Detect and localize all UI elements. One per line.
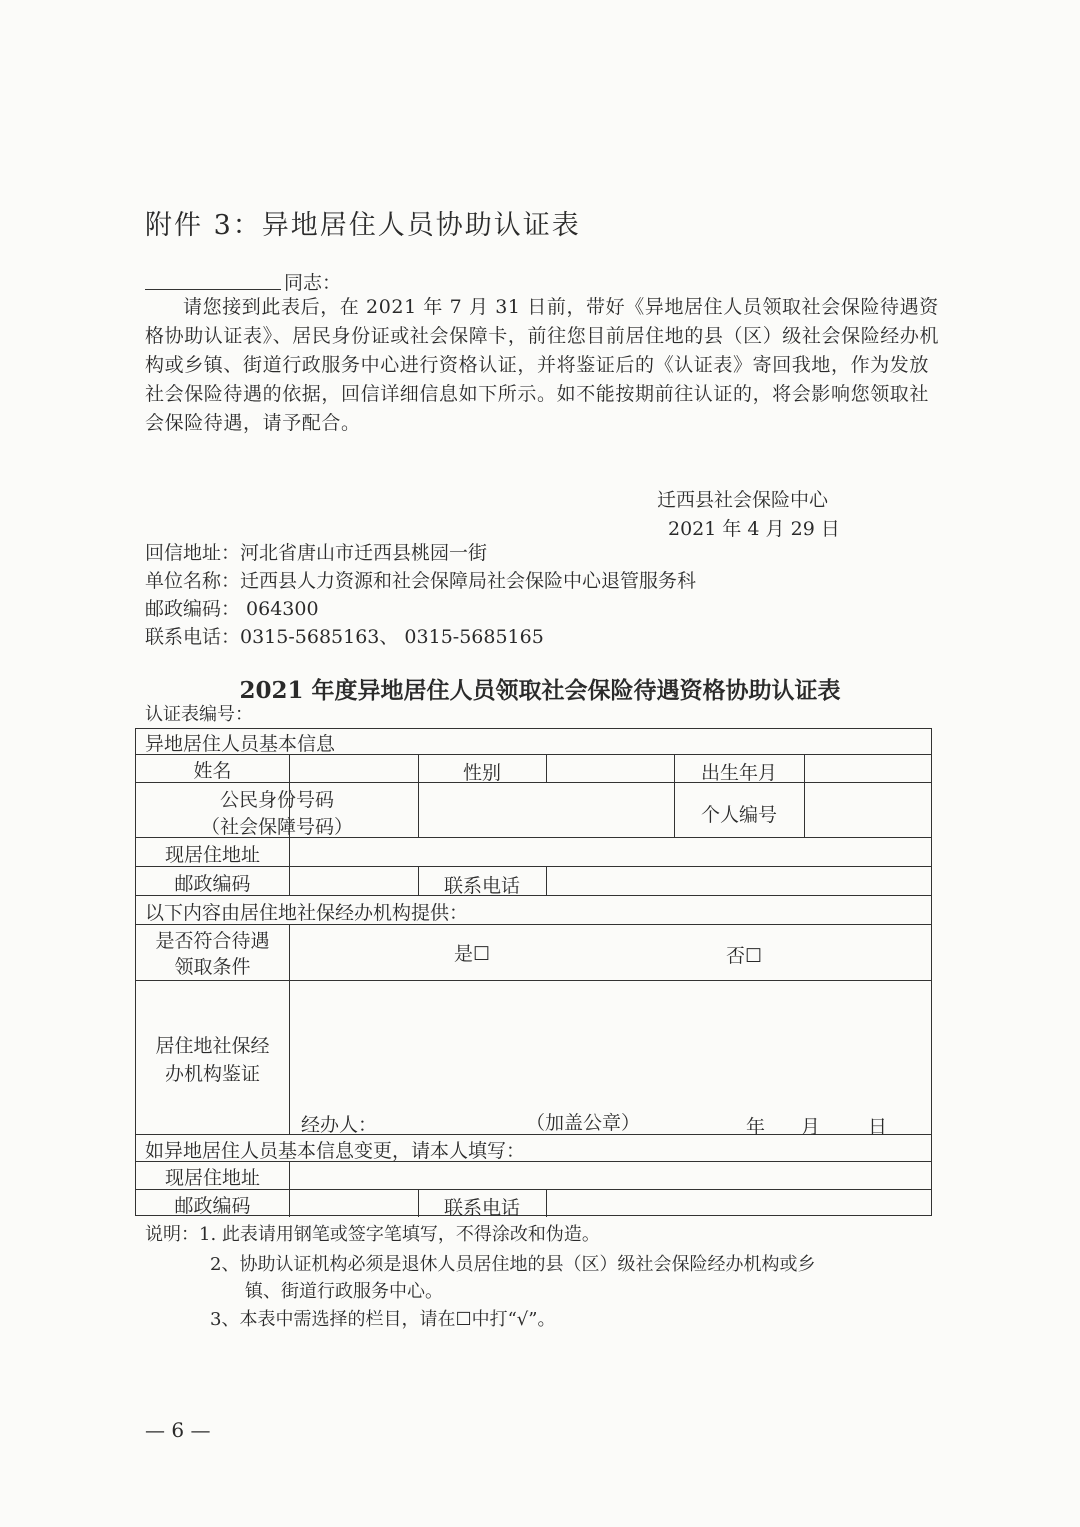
- form-title: 2021 年度异地居住人员领取社会保险待遇资格协助认证表: [239, 677, 841, 704]
- postcode-label: 邮政编码: [174, 873, 251, 895]
- page-number: — 6 —: [145, 1418, 211, 1442]
- section-change: 如异地居住人员基本信息变更，请本人填写：: [145, 1140, 526, 1162]
- col-line: [546, 866, 547, 895]
- phone-label: 联系电话: [443, 875, 520, 897]
- eligible-yes-checkbox[interactable]: 是☐: [454, 943, 491, 965]
- eligible-label-line1: 是否符合待遇: [155, 930, 270, 952]
- reply-address: 回信地址：河北省唐山市迁西县桃园一街: [145, 542, 488, 564]
- postcode2-label: 邮政编码: [174, 1195, 251, 1217]
- eligible-no-checkbox[interactable]: 否☐: [726, 945, 763, 967]
- name-label: 姓名: [193, 760, 232, 782]
- verify-label-line2: 办机构鉴证: [164, 1063, 260, 1085]
- note-2-line1: 2、协助认证机构必须是退休人员居住地的县（区）级社会保险经办机构或乡: [210, 1254, 816, 1275]
- month-label: 月: [801, 1116, 821, 1138]
- reply-unit: 单位名称：迁西县人力资源和社会保障局社会保险中心退管服务科: [145, 570, 697, 592]
- issuer: 迁西县社会保险中心: [657, 489, 829, 511]
- address-label: 现居住地址: [164, 844, 260, 866]
- col-line: [804, 754, 805, 837]
- social-security-number-label: （社会保障号码）: [200, 816, 353, 838]
- handler-label: 经办人：: [301, 1114, 378, 1136]
- personal-number-label: 个人编号: [700, 804, 777, 826]
- note-2-line2: 镇、街道行政服务中心。: [245, 1281, 443, 1302]
- col-line: [546, 1189, 547, 1217]
- letter-body: 请您接到此表后，在 2021 年 7 月 31 日前，带好《异地居住人员领取社会保险待遇资格协助认证表》、居民身份证或社会保障卡，前往您目前居住地的县（区）级社会保险经办机构或乡镇、街道行政服务中心进行资格认证，并将鉴证后的《认证表》寄回我地，作为发放社会保险待遇的依据，回信详细信息如下所示。如不能按期前往认证的，将会影响您领取社会保险待遇，请予配合。: [145, 296, 940, 434]
- birth-label: 出生年月: [700, 762, 777, 784]
- day-label: 日: [868, 1116, 888, 1138]
- note-3: 3、本表中需选择的栏目，请在☐中打“√”。: [210, 1309, 556, 1330]
- certification-form-table: [135, 728, 932, 1219]
- col-line: [289, 1161, 290, 1217]
- section-basic-info: 异地居住人员基本信息: [145, 733, 336, 755]
- col-line: [546, 754, 547, 782]
- gender-label: 性别: [462, 762, 501, 784]
- row-line: [136, 980, 931, 981]
- issue-date: 2021 年 4 月 29 日: [668, 518, 840, 540]
- phone2-label: 联系电话: [443, 1197, 520, 1219]
- verify-label-line1: 居住地社保经: [155, 1035, 270, 1057]
- seal-label: （加盖公章）: [526, 1112, 641, 1134]
- year-label: 年: [746, 1116, 766, 1138]
- note-1: 说明：1. 此表请用钢笔或签字笔填写，不得涂改和伪造。: [145, 1224, 600, 1245]
- form-number-label: 认证表编号：: [145, 704, 253, 725]
- col-line: [289, 924, 290, 1134]
- section-agency: 以下内容由居住地社保经办机构提供：: [145, 902, 469, 924]
- eligible-label-line2: 领取条件: [174, 956, 251, 978]
- recipient-blank-line: [145, 289, 281, 290]
- reply-phone: 联系电话：0315-5685163、 0315-5685165: [145, 626, 544, 648]
- salutation: 同志：: [284, 272, 342, 294]
- attachment-heading: 附件 3：异地居住人员协助认证表: [145, 210, 581, 241]
- address2-label: 现居住地址: [164, 1167, 260, 1189]
- id-number-label: 公民身份号码: [219, 789, 334, 811]
- reply-postcode: 邮政编码： 064300: [145, 598, 319, 620]
